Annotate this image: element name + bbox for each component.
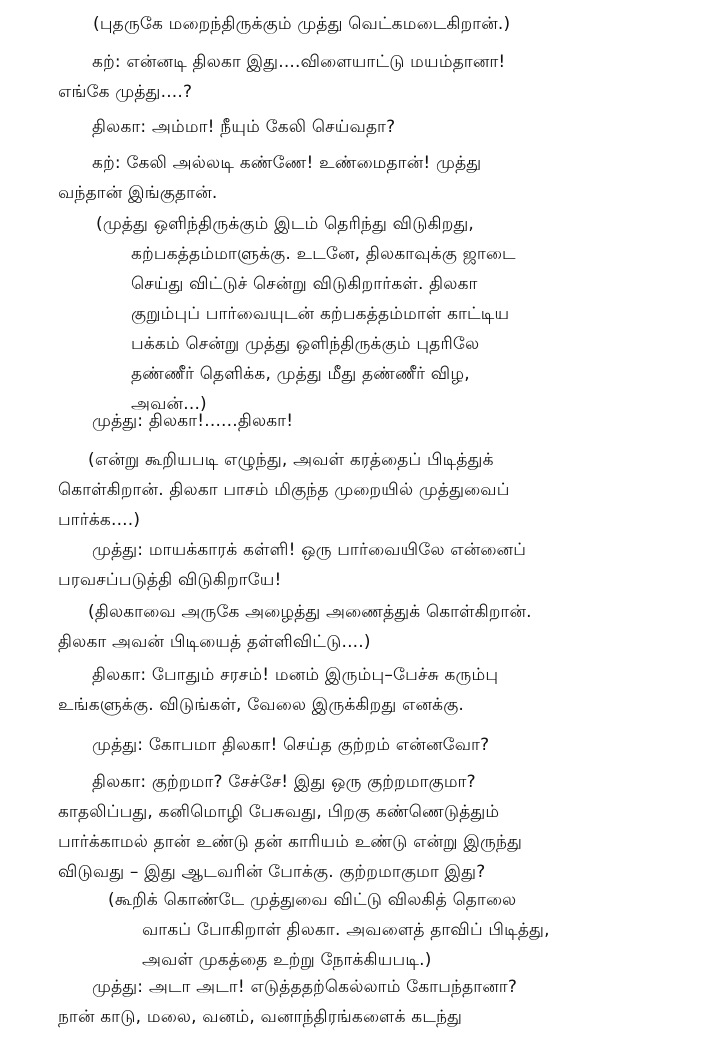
text-line: உங்களுக்கு. விடுங்கள், வேலை இருக்கிறது எனக்கு. [58,695,465,715]
text-line: பார்க்காமல் தான் உண்டு தன் காரியம் உண்டு என்று இருந்து [58,832,523,852]
text-line: குறும்புப் பார்வையுடன் கற்பகத்தம்மாள் காட்டிய [131,304,510,324]
text-line: (புதருகே மறைந்திருக்கும் முத்து வெட்கமடைகிறான்.) [93,14,511,34]
text-line: நான் காடு, மலை, வனம், வனாந்திரங்களைக் கடந்து [58,1007,463,1027]
text-line: தண்ணீர் தெளிக்க, முத்து மீது தண்ணீர் விழ, [131,364,470,384]
text-line: கற்பகத்தம்மாளுக்கு. உடனே, திலகாவுக்கு ஜாடை [131,244,516,264]
text-line: (கூறிக் கொண்டே முத்துவை விட்டு விலகித் தொலை [108,890,517,910]
text-line: கற்: கேலி அல்லடி கண்ணே! உண்மைதான்! முத்து [92,153,482,173]
text-line: திலகா: அம்மா! நீயும் கேலி செய்வதா? [92,117,396,137]
text-line: திலகா அவன் பிடியைத் தள்ளிவிட்டு....) [58,632,371,652]
text-line: (என்று கூறியபடி எழுந்து, அவள் கரத்தைப் பிடித்துக் [88,450,494,470]
text-line: அவன்...) [131,394,207,414]
text-line: கற்: என்னடி திலகா இது....விளையாட்டு மயம்தானா! [92,52,506,72]
text-line: எங்கே முத்து....? [58,82,193,102]
text-line: பார்க்க....) [58,510,141,530]
text-line: விடுவது – இது ஆடவரின் போக்கு. குற்றமாகுமா இது? [58,862,486,882]
text-line: அவள் முகத்தை உற்று நோக்கியபடி.) [142,950,432,970]
text-line: வந்தான் இங்குதான். [58,183,218,203]
text-line: பரவசப்படுத்தி விடுகிறாயே! [58,570,282,590]
text-line: செய்து விட்டுச் சென்று விடுகிறார்கள். திலகா [131,274,478,294]
text-line: காதலிப்பது, கனிமொழி பேசுவது, பிறகு கண்ணெடுத்தும் [58,802,500,822]
text-line: வாகப் போகிறாள் திலகா. அவளைத் தாவிப் பிடித்து, [142,920,550,940]
text-line: (திலகாவை அருகே அழைத்து அணைத்துக் கொள்கிறான். [88,602,532,622]
text-line: திலகா: போதும் சரசம்! மனம் இரும்பு–பேச்சு கரும்பு [92,665,499,685]
text-line: முத்து: மாயக்காரக் கள்ளி! ஒரு பார்வையிலே என்னைப் [92,540,527,560]
text-line: முத்து: திலகா!......திலகா! [92,411,294,431]
text-line: முத்து: அடா அடா! எடுத்ததற்கெல்லாம் கோபந்தானா? [92,977,518,997]
text-line: கொள்கிறான். திலகா பாசம் மிகுந்த முறையில் முத்துவைப் [58,480,510,500]
text-line: (முத்து ஒளிந்திருக்கும் இடம் தெரிந்து விடுகிறது, [96,214,475,234]
text-line: பக்கம் சென்று முத்து ஒளிந்திருக்கும் புதரிலே [131,334,480,354]
text-line: திலகா: குற்றமா? சேச்சே! இது ஒரு குற்றமாகுமா? [92,772,476,792]
text-line: முத்து: கோபமா திலகா! செய்த குற்றம் என்னவோ? [92,735,490,755]
